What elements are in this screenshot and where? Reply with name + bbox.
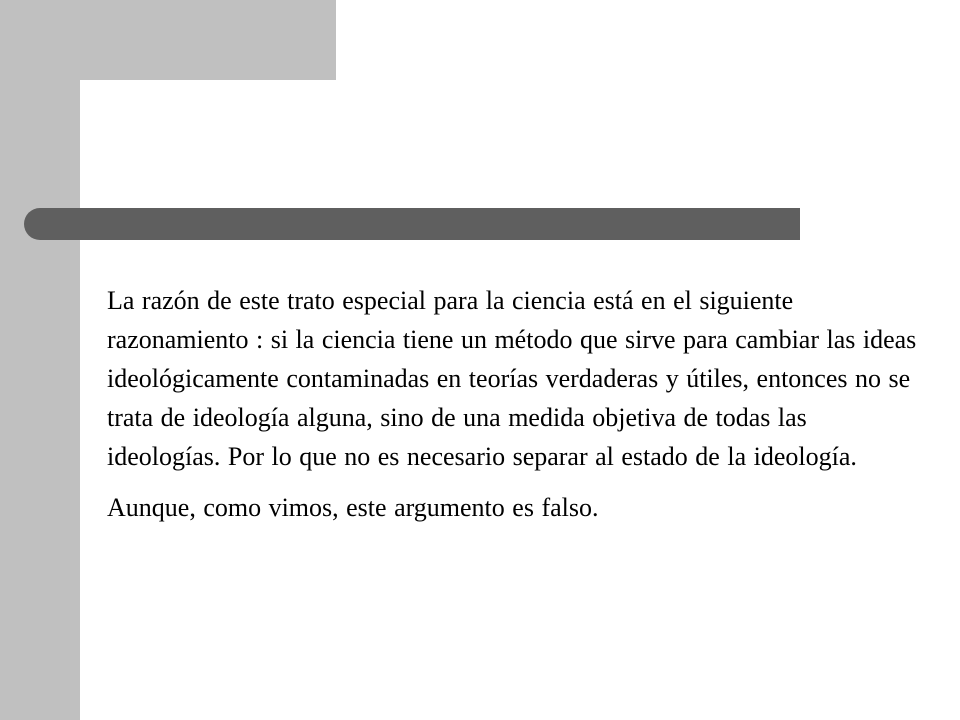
body-paragraph-2: Aunque, como vimos, este argumento es falso.: [107, 493, 599, 522]
top-gray-block: [0, 0, 336, 80]
title-bar-decoration: [24, 208, 800, 240]
body-paragraph-1: La razón de este trato especial para la ciencia está en el siguiente razonamiento : si la ciencia tiene un método que sirve para cambiar las ideas ideológicamente contaminadas en teorías verdaderas y útiles, entonces no se trata de ideología alguna, sino de una medida objetiva de todas las ideologías. Por lo que no es necesario separar al estado de la ideología.: [107, 286, 917, 471]
slide-body: [107, 281, 927, 527]
left-gray-column: [0, 0, 80, 720]
